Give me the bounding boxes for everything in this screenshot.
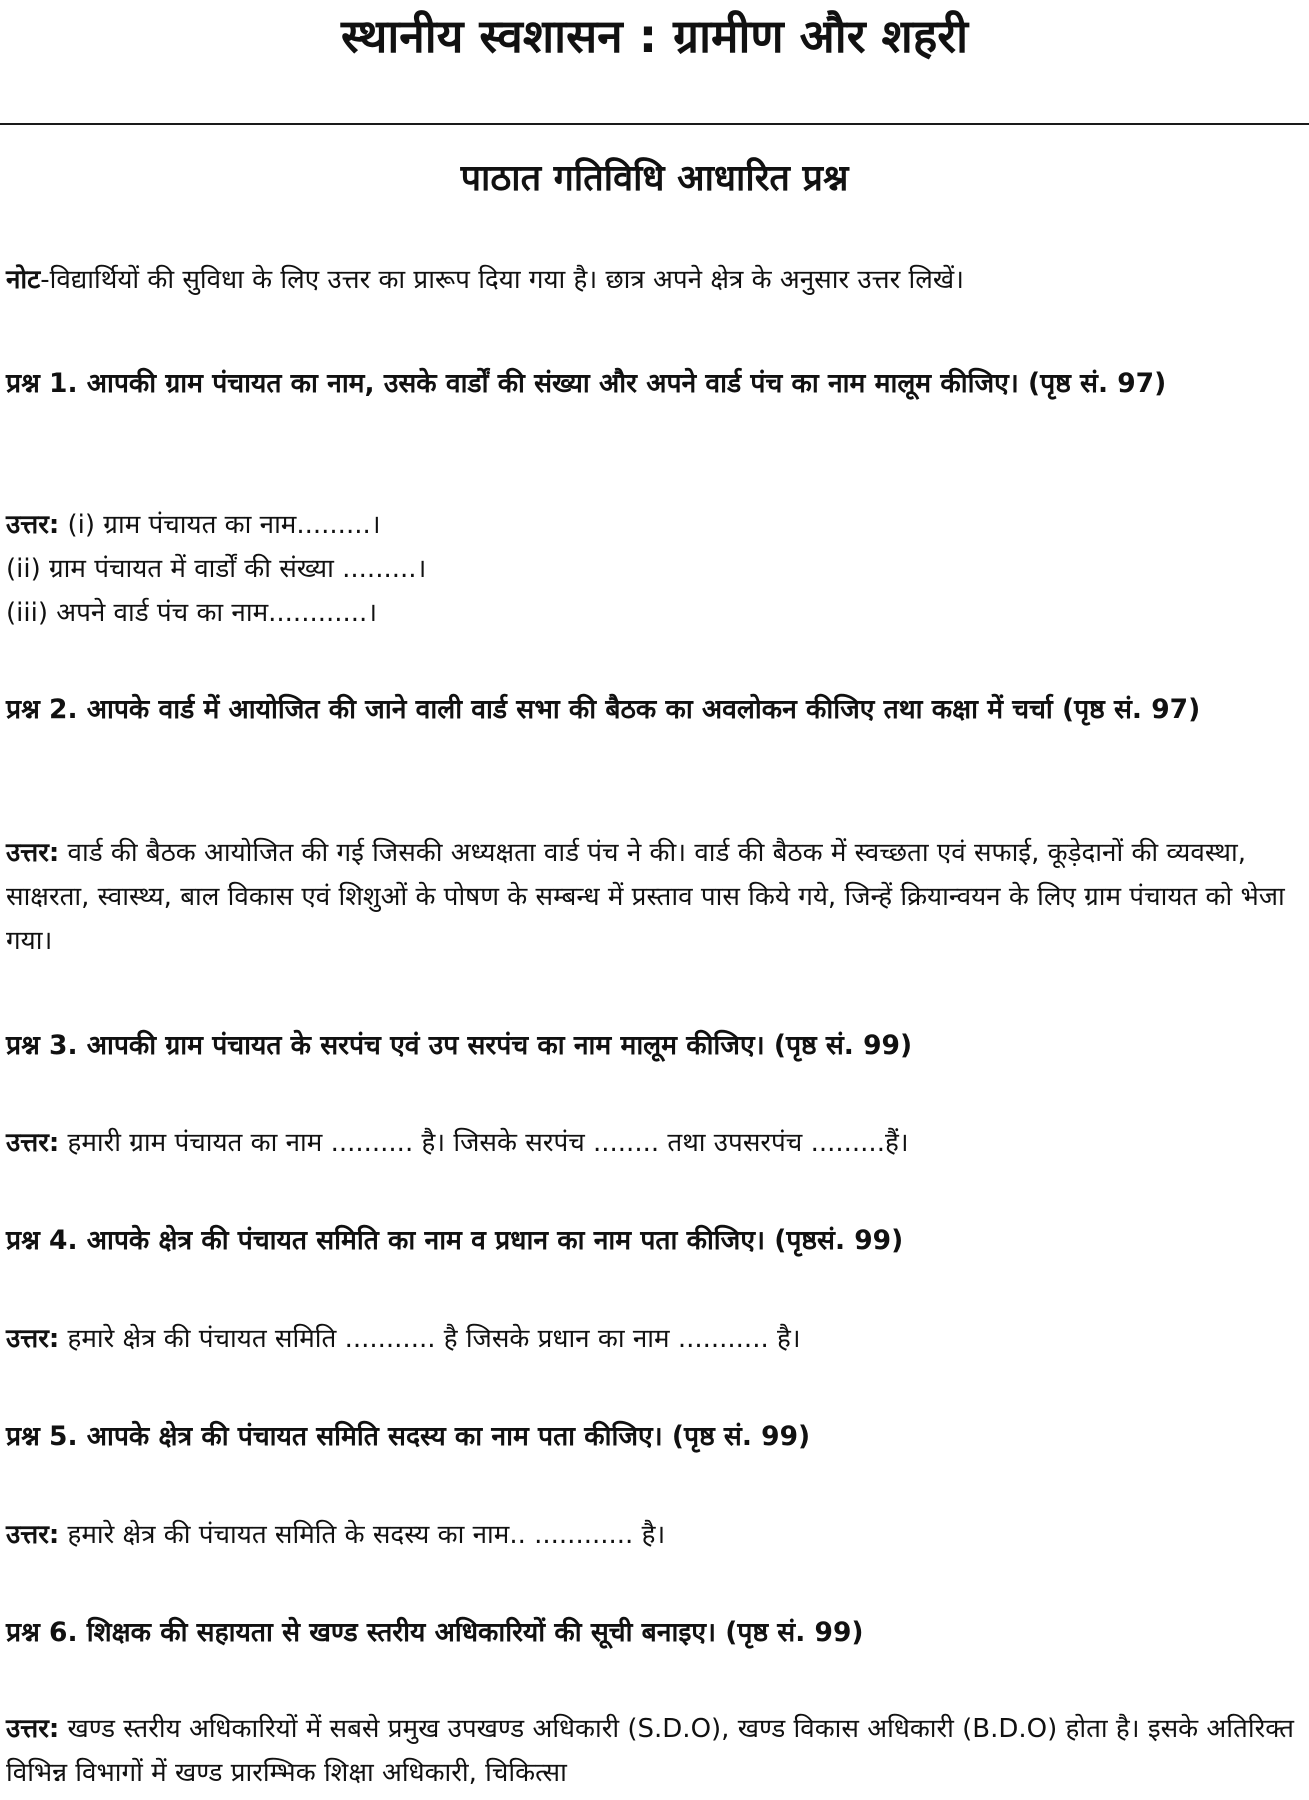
answer-6: [6, 1707, 1302, 1795]
answer-1-line-1: [6, 503, 1302, 547]
answer-label: उत्तर:: [6, 1714, 60, 1744]
answer-label: उत्तर:: [6, 510, 60, 540]
note-text: -विद्यार्थियों की सुविधा के लिए उत्तर का प्रारूप दिया गया है। छात्र अपने क्षेत्र के अनुसार उत्तर लिखें।: [40, 265, 964, 295]
question-6: प्रश्न 6. शिक्षक की सहायता से खण्ड स्तरीय अधिकारियों की सूची बनाइए। (पृष्ठ सं. 99): [6, 1617, 864, 1648]
answer-5-text: हमारे क्षेत्र की पंचायत समिति के सदस्य का नाम.. ............ है।: [59, 1520, 666, 1550]
answer-6-text: खण्ड स्तरीय अधिकारियों में सबसे प्रमुख उपखण्ड अधिकारी (S.D.O), खण्ड विकास अधिकारी (B.D.O) होता है। इसके अतिरिक्त विभिन्न विभागों में खण्ड प्रारम्भिक शिक्षा अधिकारी, चिकित्सा: [6, 1714, 1294, 1788]
answer-label: उत्तर:: [6, 1520, 60, 1550]
question-5: प्रश्न 5. आपके क्षेत्र की पंचायत समिति सदस्य का नाम पता कीजिए। (पृष्ठ सं. 99): [6, 1421, 811, 1452]
answer-label: उत्तर:: [6, 1128, 60, 1158]
title-divider: [0, 123, 1309, 125]
question-1: प्रश्न 1. आपकी ग्राम पंचायत का नाम, उसके वार्डों की संख्या और अपने वार्ड पंच का नाम मालूम कीजिए। (पृष्ठ सं. 97): [6, 368, 1167, 399]
answer-3-text: हमारी ग्राम पंचायत का नाम .......... है। जिसके सरपंच ........ तथा उपसरपंच .........हैं।: [59, 1128, 909, 1158]
answer-label: उत्तर:: [6, 1324, 60, 1354]
question-4: प्रश्न 4. आपके क्षेत्र की पंचायत समिति का नाम व प्रधान का नाम पता कीजिए। (पृष्ठसं. 99): [6, 1225, 904, 1256]
answer-1-line-1-text: (i) ग्राम पंचायत का नाम.........।: [59, 510, 381, 540]
answer-label: उत्तर:: [6, 838, 60, 868]
note-label: नोट: [6, 265, 41, 295]
answer-3: [6, 1121, 1302, 1165]
question-2: प्रश्न 2. आपके वार्ड में आयोजित की जाने वाली वार्ड सभा की बैठक का अवलोकन कीजिए तथा कक्षा में चर्चा (पृष्ठ सं. 97): [6, 694, 1201, 725]
answer-4-text: हमारे क्षेत्र की पंचायत समिति ........... है जिसके प्रधान का नाम ........... है।: [59, 1324, 801, 1354]
section-heading: पाठात गतिविधि आधारित प्रश्न: [460, 158, 849, 199]
answer-1-line-2: (ii) ग्राम पंचायत में वार्डों की संख्या .........।: [6, 554, 427, 584]
answer-1-line-3: (iii) अपने वार्ड पंच का नाम............।: [6, 598, 378, 628]
note-paragraph: [6, 258, 1302, 302]
page-title: स्थानीय स्वशासन : ग्रामीण और शहरी: [340, 9, 968, 63]
question-3: प्रश्न 3. आपकी ग्राम पंचायत के सरपंच एवं उप सरपंच का नाम मालूम कीजिए। (पृष्ठ सं. 99): [6, 1030, 913, 1061]
answer-5: [6, 1513, 1302, 1557]
answer-2: [6, 831, 1302, 963]
answer-2-text: वार्ड की बैठक आयोजित की गई जिसकी अध्यक्षता वार्ड पंच ने की। वार्ड की बैठक में स्वच्छता एवं सफाई, कूड़ेदानों की व्यवस्था, साक्षरता, स्वास्थ्य, बाल विकास एवं शिशुओं के पोषण के सम्बन्ध में प्रस्ताव पास किये गये, जिन्हें क्रियान्वयन के लिए ग्राम पंचायत को भेजा गया।: [6, 838, 1285, 956]
answer-4: [6, 1317, 1302, 1361]
answer-1: [6, 503, 1302, 635]
